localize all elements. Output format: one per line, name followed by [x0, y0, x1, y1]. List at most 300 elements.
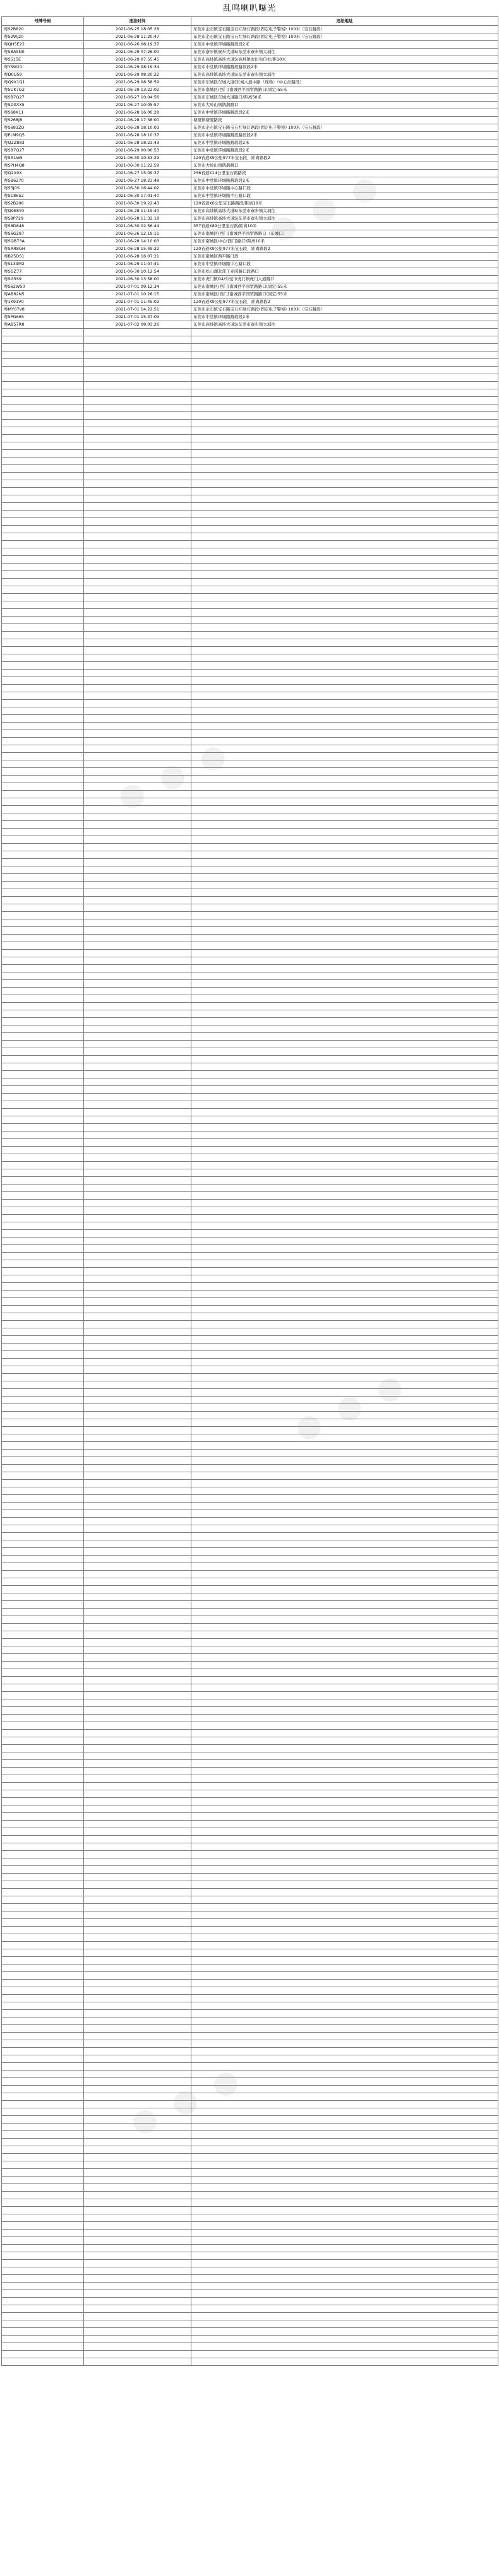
table-row [2, 972, 498, 980]
violation-address-cell [191, 2146, 498, 2154]
plate-number-cell [2, 1957, 84, 1964]
violation-time-cell [84, 579, 191, 586]
violation-time-cell [84, 1147, 191, 1154]
violation-address-cell [191, 1836, 498, 1843]
plate-number-cell [2, 1116, 84, 1124]
violation-time-cell [84, 1480, 191, 1487]
violation-time-cell [84, 821, 191, 829]
violation-address-cell [191, 806, 498, 813]
table-row [2, 1094, 498, 1101]
violation-address-cell [191, 1533, 498, 1540]
violation-time-cell [84, 2161, 191, 2169]
plate-number-cell: 粤AB62N5 [2, 291, 84, 298]
table-row [2, 1071, 498, 1078]
violation-time-cell [84, 1654, 191, 1662]
table-row [2, 1654, 498, 1662]
table-row [2, 359, 498, 367]
plate-number-cell [2, 2033, 84, 2040]
plate-number-cell [2, 1730, 84, 1737]
table-row [2, 2131, 498, 2139]
plate-number-cell [2, 1063, 84, 1071]
table-row [2, 2305, 498, 2313]
plate-number-cell [2, 1359, 84, 1366]
plate-number-cell [2, 1609, 84, 1616]
violation-address-cell [191, 1245, 498, 1253]
plate-number-cell [2, 594, 84, 601]
violation-address-cell [191, 541, 498, 548]
violation-time-cell [84, 654, 191, 662]
table-row [2, 511, 498, 518]
violation-time-cell [84, 692, 191, 700]
violation-time-cell [84, 1245, 191, 1253]
plate-number-cell [2, 1980, 84, 1987]
table-row [2, 427, 498, 435]
violation-time-cell [84, 2116, 191, 2124]
violation-time-cell [84, 1821, 191, 1828]
violation-time-cell [84, 1139, 191, 1147]
table-row [2, 1518, 498, 1525]
table-row [2, 1169, 498, 1177]
table-row [2, 208, 498, 215]
violation-address-cell [191, 1215, 498, 1222]
violation-time-cell [84, 1851, 191, 1858]
violation-address-cell [191, 1556, 498, 1563]
table-row [2, 162, 498, 170]
plate-number-cell [2, 1851, 84, 1858]
table-row [2, 1109, 498, 1116]
violation-address-cell [191, 2245, 498, 2252]
violation-address-cell [191, 1116, 498, 1124]
table-row [2, 1662, 498, 1669]
violation-address-cell [191, 1624, 498, 1631]
plate-number-cell [2, 1722, 84, 1730]
plate-number-cell [2, 2177, 84, 2184]
table-row [2, 1866, 498, 1874]
violation-time-cell: 2021-06-27 10:05:57 [84, 102, 191, 109]
violation-address-cell [191, 1472, 498, 1480]
violation-address-cell [191, 836, 498, 844]
table-row [2, 2260, 498, 2267]
violation-time-cell [84, 564, 191, 571]
plate-number-cell [2, 1578, 84, 1586]
violation-time-cell: 2021-06-27 18:23:48 [84, 177, 191, 185]
violation-time-cell [84, 2169, 191, 2177]
plate-number-cell [2, 1495, 84, 1503]
table-row [2, 526, 498, 533]
violation-time-cell: 2021-06-30 17:01:40 [84, 192, 191, 200]
plate-number-cell [2, 1344, 84, 1351]
plate-number-cell: 粤S68X11 [2, 109, 84, 117]
violation-address-cell [191, 1987, 498, 1995]
violation-time-cell [84, 889, 191, 897]
plate-number-cell [2, 1707, 84, 1715]
plate-number-cell [2, 1927, 84, 1934]
violation-time-cell [84, 700, 191, 707]
plate-number-cell [2, 904, 84, 912]
table-row [2, 1858, 498, 1866]
table-row [2, 2192, 498, 2199]
violation-time-cell [84, 336, 191, 344]
table-row [2, 1692, 498, 1699]
table-row [2, 41, 498, 49]
violation-time-cell [84, 1646, 191, 1654]
violation-address-cell [191, 2192, 498, 2199]
violation-address-cell [191, 1321, 498, 1328]
violation-time-cell [84, 2214, 191, 2222]
plate-number-cell [2, 2124, 84, 2131]
violation-address-cell [191, 1086, 498, 1094]
table-row [2, 1450, 498, 1457]
plate-number-cell [2, 1858, 84, 1866]
violation-address-cell: 东莞市中堂镇环城路路段路段段2米 [191, 132, 498, 139]
violation-time-cell [84, 420, 191, 427]
violation-address-cell [191, 1351, 498, 1359]
violation-time-cell [84, 851, 191, 859]
violation-time-cell [84, 2298, 191, 2305]
violation-address-cell [191, 1003, 498, 1010]
plate-number-cell [2, 874, 84, 882]
plate-number-cell [2, 1253, 84, 1260]
plate-number-cell [2, 1465, 84, 1472]
plate-number-cell [2, 1692, 84, 1699]
violation-time-cell [84, 745, 191, 753]
table-row [2, 503, 498, 511]
violation-address-cell [191, 2275, 498, 2283]
violation-time-cell [84, 2290, 191, 2298]
violation-time-cell [84, 1487, 191, 1495]
violation-address-cell [191, 1654, 498, 1662]
violation-time-cell [84, 1336, 191, 1344]
violation-address-cell [191, 2298, 498, 2305]
plate-number-cell: 粤Q9E8Y0 [2, 208, 84, 215]
plate-number-cell [2, 1821, 84, 1828]
table-row [2, 1086, 498, 1094]
violation-time-cell [84, 957, 191, 965]
table-row [2, 1116, 498, 1124]
table-row [2, 950, 498, 957]
violation-address-cell [191, 1593, 498, 1601]
violation-time-cell: 2021-06-26 12:19:11 [84, 230, 191, 238]
violation-time-cell [84, 670, 191, 677]
violation-address-cell: 256省道K14公里宝石路路段 [191, 170, 498, 177]
watermark: ● ● ● [112, 733, 236, 817]
violation-address-cell [191, 791, 498, 798]
violation-address-cell [191, 1071, 498, 1078]
violation-address-cell [191, 2025, 498, 2033]
violation-address-cell [191, 654, 498, 662]
violation-time-cell [84, 1639, 191, 1646]
violation-address-cell [191, 1260, 498, 1268]
table-row [2, 1624, 498, 1631]
violation-address-cell [191, 1139, 498, 1147]
violation-address-cell [191, 1078, 498, 1086]
plate-number-cell: 粤B25DS1 [2, 253, 84, 261]
violation-address-cell [191, 1904, 498, 1911]
table-row [2, 1245, 498, 1253]
violation-time-cell [84, 2343, 191, 2351]
table-row [2, 1601, 498, 1609]
violation-time-cell [84, 2313, 191, 2320]
violation-time-cell [84, 2124, 191, 2131]
violation-time-cell [84, 1472, 191, 1480]
violation-address-cell [191, 427, 498, 435]
plate-number-cell [2, 950, 84, 957]
violation-address-cell [191, 1942, 498, 1949]
table-row [2, 1419, 498, 1427]
violation-time-cell [84, 1616, 191, 1624]
table-row [2, 670, 498, 677]
violation-time-cell [84, 829, 191, 836]
plate-number-cell: 粤S139M2 [2, 261, 84, 268]
violation-time-cell [84, 685, 191, 692]
violation-address-cell [191, 2351, 498, 2358]
violation-address-cell [191, 1881, 498, 1889]
table-row [2, 579, 498, 586]
plate-number-cell [2, 639, 84, 647]
plate-number-cell: 粤SQB73A [2, 238, 84, 245]
table-row [2, 1124, 498, 1131]
violation-address-cell [191, 2260, 498, 2267]
violation-time-cell [84, 389, 191, 397]
table-row [2, 1268, 498, 1275]
violation-time-cell [84, 1813, 191, 1821]
plate-number-cell [2, 844, 84, 851]
table-row [2, 1025, 498, 1033]
violation-address-cell [191, 1162, 498, 1169]
plate-number-cell [2, 1684, 84, 1692]
violation-address-cell: 120省道K6公里宝石路路段/距离10米 [191, 200, 498, 208]
violation-time-cell [84, 1631, 191, 1639]
table-row [2, 2283, 498, 2290]
plate-number-cell [2, 503, 84, 511]
violation-time-cell [84, 1010, 191, 1018]
violation-address-cell [191, 2283, 498, 2290]
plate-number-cell [2, 2214, 84, 2222]
violation-address-cell [191, 776, 498, 783]
table-row [2, 677, 498, 685]
violation-time-cell: 2021-06-30 02:56:44 [84, 223, 191, 230]
table-row [2, 1972, 498, 1980]
plate-number-cell [2, 1351, 84, 1359]
plate-number-cell [2, 495, 84, 503]
plate-number-cell: 粤S6G297 [2, 230, 84, 238]
plate-number-cell [2, 2146, 84, 2154]
violation-table [1, 16, 498, 2366]
table-row [2, 2275, 498, 2283]
table-row [2, 1200, 498, 1207]
violation-time-cell [84, 1048, 191, 1056]
violation-time-cell [84, 1162, 191, 1169]
violation-time-cell [84, 760, 191, 768]
plate-number-cell [2, 389, 84, 397]
plate-number-cell [2, 836, 84, 844]
table-row [2, 1033, 498, 1041]
plate-number-cell: 粤S8D848 [2, 223, 84, 230]
violation-time-cell [84, 1730, 191, 1737]
plate-number-cell [2, 1131, 84, 1139]
violation-address-cell [191, 548, 498, 556]
violation-time-cell [84, 601, 191, 609]
table-row [2, 1010, 498, 1018]
violation-time-cell [84, 1957, 191, 1964]
violation-address-cell: 东莞市中堂镇环城路中心路口段 [191, 261, 498, 268]
plate-number-cell [2, 1185, 84, 1192]
violation-address-cell [191, 1344, 498, 1351]
plate-number-cell: 粤S515E [2, 56, 84, 64]
plate-number-cell [2, 442, 84, 450]
violation-address-cell [191, 495, 498, 503]
plate-number-cell: 粤S2WJ20 [2, 33, 84, 41]
violation-address-cell: 120省道K9公里977米宝石段，距离路段2 [191, 298, 498, 306]
table-row [2, 1253, 498, 1260]
violation-time-cell [84, 533, 191, 541]
plate-number-cell [2, 1995, 84, 2002]
plate-number-cell [2, 2018, 84, 2025]
plate-number-cell [2, 1805, 84, 1813]
violation-time-cell: 2021-07-01 15:37:09 [84, 314, 191, 321]
violation-address-cell [191, 844, 498, 851]
table-row [2, 450, 498, 458]
table-row [2, 2199, 498, 2207]
table-row [2, 1366, 498, 1374]
table-row [2, 261, 498, 268]
table-row [2, 1359, 498, 1366]
violation-time-cell [84, 882, 191, 889]
table-row [2, 1722, 498, 1730]
violation-time-cell [84, 988, 191, 995]
table-row [2, 1896, 498, 1904]
plate-number-cell [2, 2305, 84, 2313]
table-row [2, 71, 498, 79]
plate-number-cell [2, 1472, 84, 1480]
violation-address-cell [191, 1503, 498, 1510]
violation-time-cell [84, 813, 191, 821]
plate-number-cell: 粤SA1W5 [2, 155, 84, 162]
plate-number-cell [2, 889, 84, 897]
violation-address-cell [191, 2358, 498, 2366]
plate-number-cell [2, 2161, 84, 2169]
violation-address-cell [191, 859, 498, 866]
plate-number-cell [2, 2313, 84, 2320]
table-row [2, 556, 498, 564]
plate-number-cell [2, 465, 84, 473]
violation-address-cell: 东莞市高埗镇高埗大道S/东莞市寮步镇大埔往 [191, 208, 498, 215]
plate-number-cell [2, 2222, 84, 2230]
plate-number-cell [2, 548, 84, 556]
plate-number-cell: 粤SBA5N0 [2, 49, 84, 56]
violation-time-cell [84, 1465, 191, 1472]
violation-time-cell [84, 1904, 191, 1911]
violation-address-cell [191, 980, 498, 988]
violation-time-cell [84, 2048, 191, 2055]
violation-address-cell [191, 829, 498, 836]
watermark: ● ● ● [263, 165, 387, 249]
table-row [2, 1442, 498, 1450]
violation-address-cell [191, 617, 498, 624]
violation-time-cell [84, 1442, 191, 1450]
plate-number-cell [2, 670, 84, 677]
plate-number-cell [2, 791, 84, 798]
table-row [2, 147, 498, 155]
plate-number-cell [2, 654, 84, 662]
violation-address-cell [191, 1805, 498, 1813]
plate-number-cell [2, 783, 84, 791]
violation-time-cell: 2021-06-26 08:19:37 [84, 41, 191, 49]
violation-time-cell: 2021-07-01 11:45:02 [84, 298, 191, 306]
table-row [2, 533, 498, 541]
violation-address-cell [191, 1495, 498, 1503]
violation-time-cell [84, 1366, 191, 1374]
violation-address-cell: 东莞市南城区西平路口段 [191, 253, 498, 261]
violation-address-cell: 东莞市大岭山镇鹊鹊路口 [191, 102, 498, 109]
plate-number-cell [2, 1366, 84, 1374]
table-row [2, 1783, 498, 1790]
table-row [2, 1063, 498, 1071]
table-row [2, 617, 498, 624]
plate-number-cell [2, 1207, 84, 1215]
table-row [2, 1987, 498, 1995]
plate-number-cell [2, 1427, 84, 1434]
table-row [2, 185, 498, 192]
plate-number-cell [2, 473, 84, 480]
plate-number-cell: 粤SB6270 [2, 177, 84, 185]
plate-number-cell [2, 488, 84, 495]
violation-time-cell: 2021-06-28 11:32:18 [84, 215, 191, 223]
violation-time-cell [84, 473, 191, 480]
violation-address-cell [191, 465, 498, 473]
violation-time-cell [84, 919, 191, 927]
table-row [2, 768, 498, 776]
violation-address-cell [191, 2108, 498, 2116]
plate-number-cell: 粤1K91V0 [2, 298, 84, 306]
table-row [2, 1131, 498, 1139]
violation-time-cell [84, 1086, 191, 1094]
violation-address-cell [191, 2199, 498, 2207]
table-row [2, 245, 498, 253]
violation-time-cell [84, 397, 191, 405]
violation-time-cell [84, 1351, 191, 1359]
violation-address-cell [191, 511, 498, 518]
table-row [2, 1298, 498, 1306]
table-row [2, 1851, 498, 1858]
violation-address-cell [191, 2018, 498, 2025]
violation-time-cell [84, 2086, 191, 2093]
violation-address-cell: 东莞市企石镇宝石路宝石红绿灯路段(固定电子警察) 100米（宝石路段） [191, 26, 498, 33]
violation-address-cell [191, 738, 498, 745]
table-row [2, 321, 498, 329]
table-row [2, 904, 498, 912]
table-row [2, 1760, 498, 1768]
violation-address-cell: 东莞市南城区(西门)南城西平国贸路路口（东城口） [191, 230, 498, 238]
table-row [2, 518, 498, 526]
violation-address-cell [191, 2078, 498, 2086]
table-row [2, 624, 498, 632]
table-row [2, 1949, 498, 1957]
table-row [2, 1177, 498, 1185]
violation-address-cell [191, 821, 498, 829]
table-row [2, 1487, 498, 1495]
table-row [2, 1336, 498, 1344]
violation-address-cell [191, 374, 498, 382]
plate-number-cell [2, 1306, 84, 1313]
plate-number-cell [2, 738, 84, 745]
table-row [2, 1715, 498, 1722]
plate-number-cell [2, 1275, 84, 1283]
violation-time-cell [84, 1177, 191, 1185]
violation-address-cell [191, 2230, 498, 2237]
table-row [2, 1586, 498, 1593]
violation-address-cell [191, 1147, 498, 1154]
